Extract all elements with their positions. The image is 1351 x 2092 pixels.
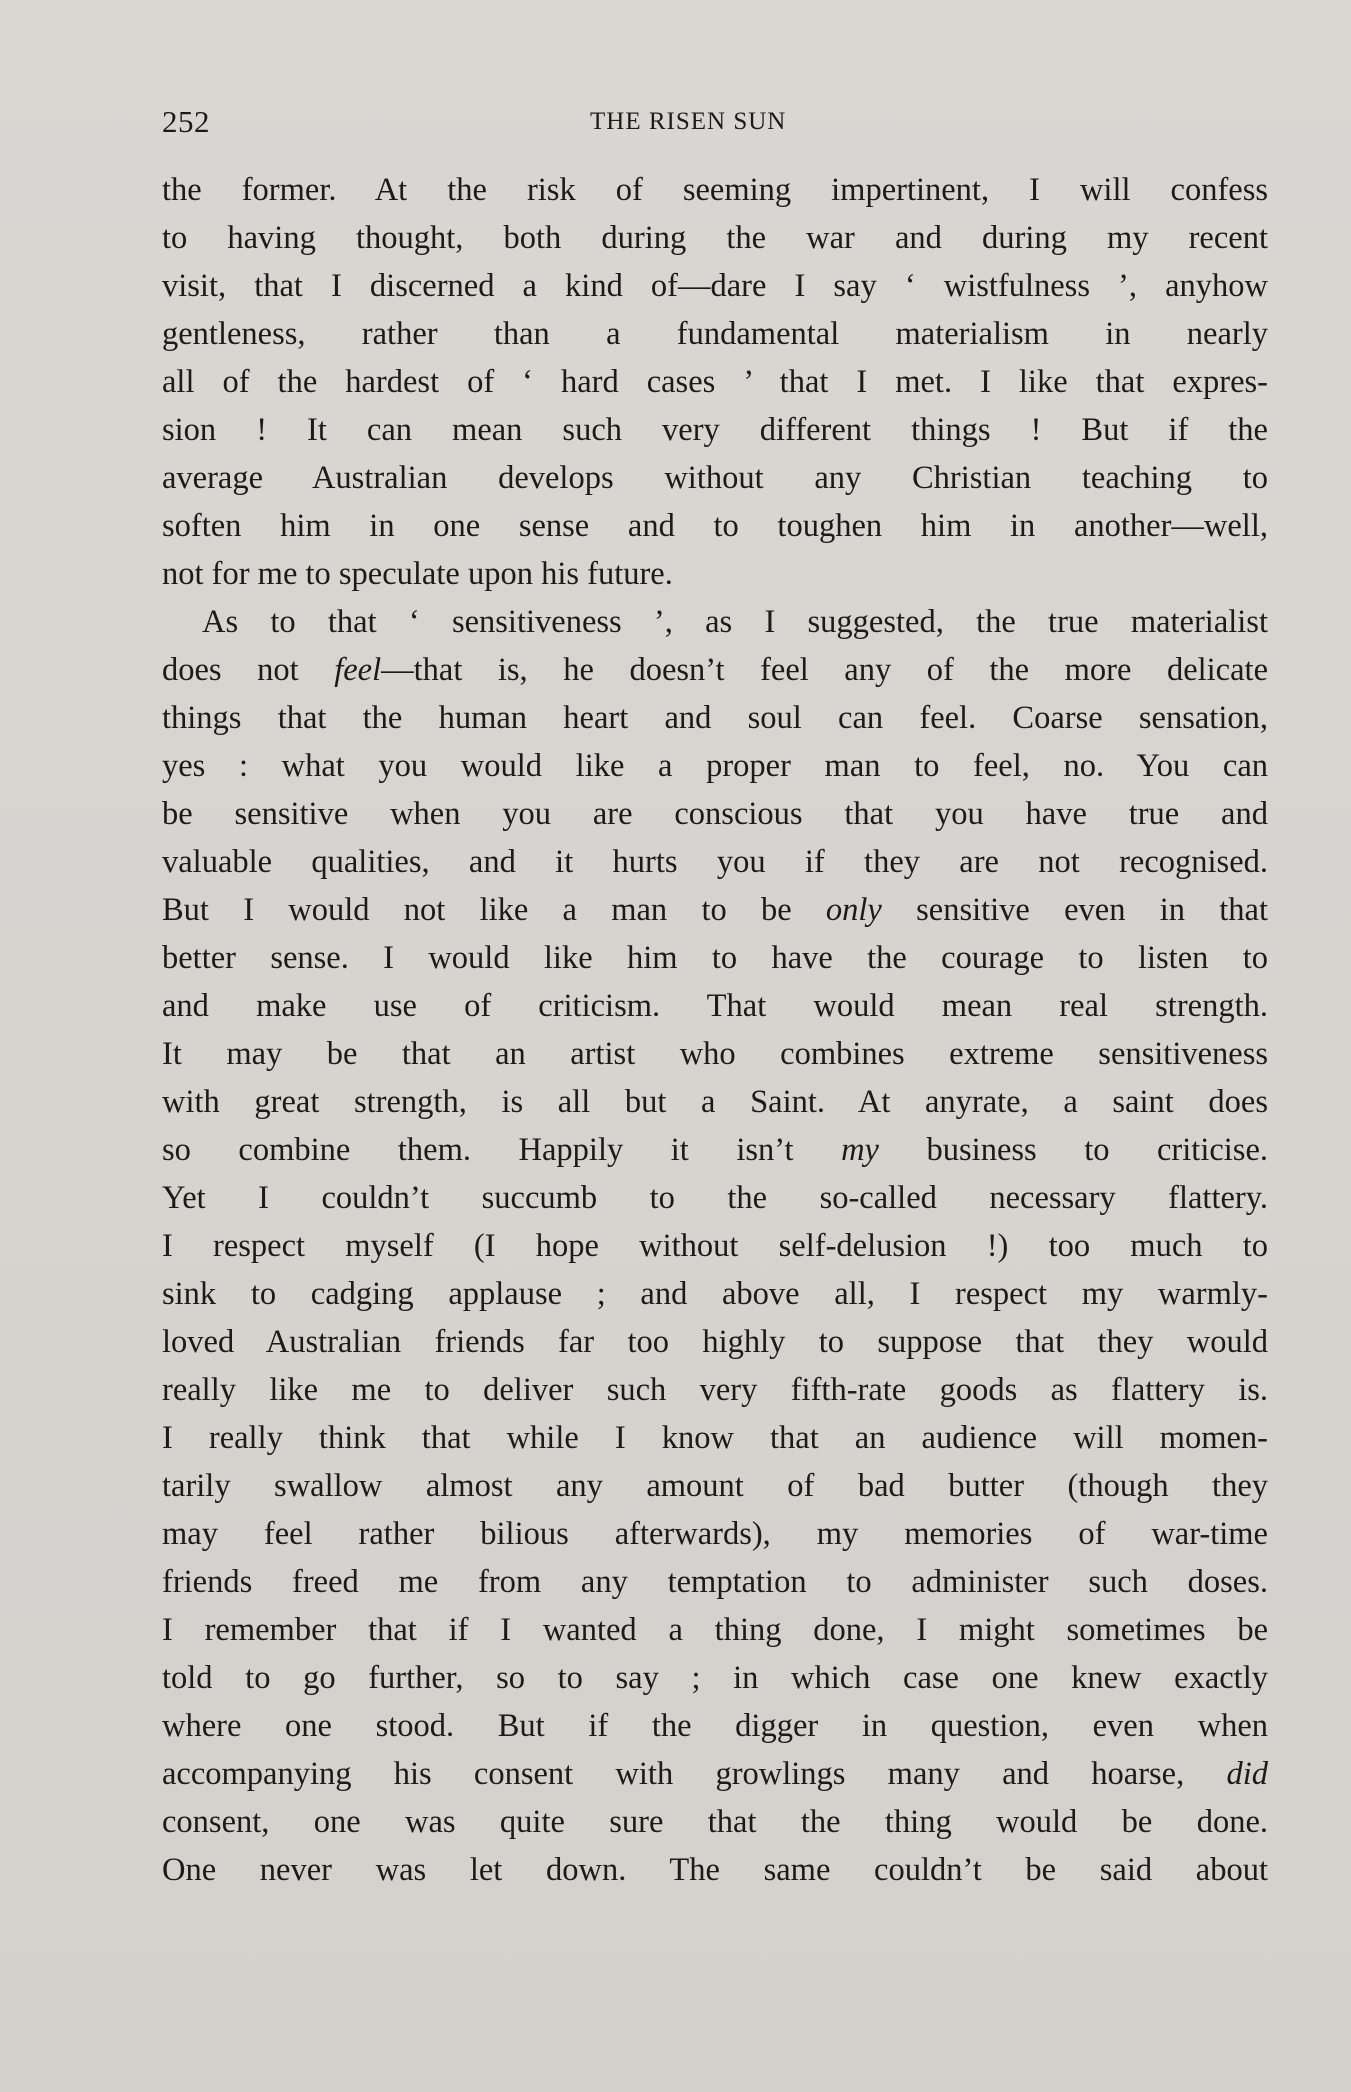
text-line: I remember that if I wanted a thing done, I might sometimes be: [162, 1612, 1268, 1648]
running-title: THE RISEN SUN: [590, 108, 787, 135]
text-line: better sense. I would like him to have the courage to listen to: [162, 940, 1268, 976]
emphasized-word: only: [825, 892, 882, 928]
text-line: not for me to speculate upon his future.: [162, 556, 673, 592]
text-line: does not feel—that is, he doesn’t feel any of the more delicate: [162, 652, 1268, 688]
text-line: soften him in one sense and to toughen him in another—well,: [162, 508, 1268, 544]
text-line: and make use of criticism. That would mean real strength.: [162, 988, 1268, 1024]
text-line: gentleness, rather than a fundamental materialism in nearly: [162, 316, 1268, 352]
emphasized-word: did: [1226, 1756, 1268, 1792]
text-line: average Australian develops without any Christian teaching to: [162, 460, 1268, 496]
text-line: all of the hardest of ‘ hard cases ’ that I met. I like that expres-: [162, 364, 1268, 400]
text-line: accompanying his consent with growlings many and hoarse, did: [162, 1756, 1268, 1792]
text-line: be sensitive when you are conscious that you have true and: [162, 796, 1268, 832]
text-line: I really think that while I know that an audience will momen-: [162, 1420, 1268, 1456]
text-line: sion ! It can mean such very different things ! But if the: [162, 412, 1268, 448]
text-line: yes : what you would like a proper man to feel, no. You can: [162, 748, 1268, 784]
paragraph-start-line: As to that ‘ sensitiveness ’, as I suggested, the true materialist: [202, 604, 1268, 640]
running-head: [162, 104, 1262, 144]
text-line: told to go further, so to say ; in which case one knew exactly: [162, 1660, 1268, 1696]
text-line: so combine them. Happily it isn’t my business to criticise.: [162, 1132, 1268, 1168]
text-line: really like me to deliver such very fifth-rate goods as flattery is.: [162, 1372, 1268, 1408]
text-line: with great strength, is all but a Saint. At anyrate, a saint does: [162, 1084, 1268, 1120]
emphasized-word: my: [841, 1132, 879, 1168]
text-line: One never was let down. The same couldn’t be said about: [162, 1852, 1268, 1888]
text-line: consent, one was quite sure that the thing would be done.: [162, 1804, 1268, 1840]
text-line: loved Australian friends far too highly to suppose that they would: [162, 1324, 1268, 1360]
text-line: the former. At the risk of seeming impertinent, I will confess: [162, 172, 1268, 208]
text-line: I respect myself (I hope without self-delusion !) too much to: [162, 1228, 1268, 1264]
text-line: visit, that I discerned a kind of—dare I say ‘ wistfulness ’, anyhow: [162, 268, 1268, 304]
text-line: things that the human heart and soul can feel. Coarse sensation,: [162, 700, 1268, 736]
text-line: But I would not like a man to be only sensitive even in that: [162, 892, 1268, 928]
text-line: friends freed me from any temptation to administer such doses.: [162, 1564, 1268, 1600]
body-text: [162, 166, 1268, 1894]
text-line: Yet I couldn’t succumb to the so-called necessary flattery.: [162, 1180, 1268, 1216]
text-line: where one stood. But if the digger in question, even when: [162, 1708, 1268, 1744]
text-line: sink to cadging applause ; and above all, I respect my warmly-: [162, 1276, 1268, 1312]
text-line: tarily swallow almost any amount of bad butter (though they: [162, 1468, 1268, 1504]
text-line: valuable qualities, and it hurts you if they are not recognised.: [162, 844, 1268, 880]
text-line: It may be that an artist who combines extreme sensitiveness: [162, 1036, 1268, 1072]
text-line: may feel rather bilious afterwards), my memories of war-time: [162, 1516, 1268, 1552]
emphasized-word: feel: [334, 652, 382, 688]
page-number: 252: [162, 104, 210, 139]
text-line: to having thought, both during the war and during my recent: [162, 220, 1268, 256]
